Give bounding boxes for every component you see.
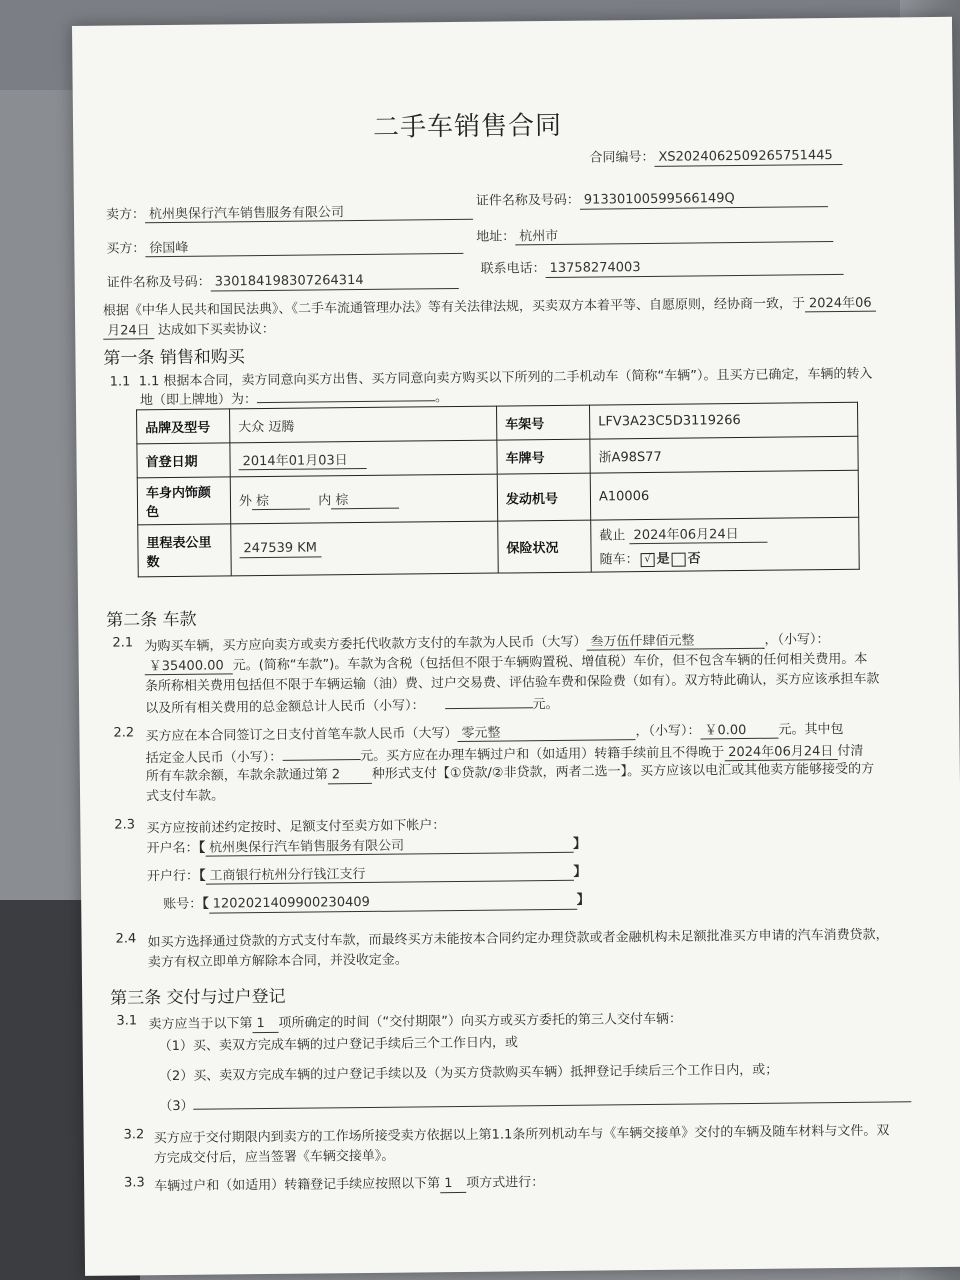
preamble-line-1: 根据《中华人民共和国民法典》、《二手车流通管理办法》等有关法律法规，买卖双方本着平等、自愿原则，经协商一致，于 2024年06	[103, 292, 876, 320]
vin-label: 车架号	[497, 405, 590, 440]
clause-2-4-line-1: 如买方选择通过贷款的方式支付车款，而最终买方未能按本合同约定办理贷款或者金融机构未足额批准买方申请的汽车消费贷款，	[147, 927, 889, 951]
clause-2-2-line-3: 所有车款余额，车款余款通过第 2 种形式支付【①贷款/②非贷款，两者二选一】。买方应该以电汇或其他卖方能够接受的方	[145, 761, 875, 785]
table-row	[137, 470, 858, 525]
reg-date-value: 2014年01月03日	[238, 448, 366, 469]
clause-3-2-line-2: 方完成交付后，应当签署《车辆交接单》。	[153, 1148, 395, 1167]
clause-2-3-num: 2.3	[114, 817, 136, 833]
contract-page	[72, 17, 960, 1276]
clause-2-1-line-1: 为购买车辆，买方应向卖方或卖方委托代收款方支付的车款为人民币（大写） 叁万伍仟肆佰元整 ，（小写）：	[144, 628, 829, 655]
section-1-1-line-1: 1.1 1.1 根据本合同，卖方同意向买方出售、买方同意向卖方购买以下所列的二手机动车（简称“车辆”）。且买方已确定，车辆的转入	[109, 366, 873, 390]
clause-2-1-line-2: ￥35400.00 元。(简称“车款”)。车款为含税（包括但不限于车辆购置税、增值税）车价，但不包含车辆的任何相关费用。本	[145, 648, 868, 676]
clause-3-2-num: 3.2	[123, 1127, 145, 1143]
preamble-line-2: 月24日 达成如下买卖协议：	[103, 318, 275, 340]
clause-2-2-line-1: 买方应在本合同签订之日支付首笔车款人民币（大写） 零元整 ，（小写）： ￥0.00 元。其中包	[145, 718, 843, 745]
clause-2-4-line-2: 卖方有权立即单方解除本合同，并没收定金。	[147, 952, 408, 971]
exterior-color: 棕	[252, 490, 310, 511]
contract-number: 合同编号： XS2024062509265751445	[589, 144, 842, 168]
option-1: （1）买、卖双方完成车辆的过户登记手续后三个工作日内，或	[158, 1035, 519, 1055]
clause-2-1-line-4: 以及所有相关费用的总金额总计人民币（小写）： 元。	[145, 691, 559, 716]
vehicle-table	[136, 402, 860, 578]
section-1-1-line-2: 地（即上牌地）为： 。	[140, 384, 448, 408]
option-3: （3）	[159, 1085, 911, 1114]
account-name-line: 开户名：【 杭州奥保行汽车销售服务有限公司 】	[146, 833, 586, 858]
insurance-label: 保险状况	[498, 520, 592, 573]
plate-label: 车牌号	[497, 439, 590, 474]
color-label: 车身内饰颜色	[137, 477, 230, 525]
clause-2-4-num: 2.4	[115, 931, 137, 947]
section-1-heading: 第一条 销售和购买	[103, 347, 245, 369]
buyer-phone-line: 联系电话： 13758274003	[480, 254, 843, 279]
document-title: 二手车销售合同	[372, 110, 563, 143]
clause-3-2-line-1: 买方应于交付期限内到卖方的工作场所接受卖方依据以上第1.1条所列机动车与《车辆交接单》交付的车辆及随车材料与文件。双	[153, 1123, 890, 1147]
insurance-until: 2024年06月24日	[629, 523, 767, 544]
clause-2-2-line-4: 式支付车款。	[145, 788, 225, 805]
engine-label: 发动机号	[497, 473, 590, 521]
mileage-cell	[231, 521, 499, 576]
brand-value: 大众 迈腾	[230, 406, 497, 443]
clause-2-2-num: 2.2	[113, 725, 135, 741]
insurance-yes-checkbox: √	[641, 552, 655, 566]
reg-date-cell	[230, 440, 497, 477]
clause-2-2-line-2: 括定金人民币（小写）： 元。买方应在办理车辆过户和（如适用）转籍手续前且不得晚于 2024年06月24日 付清	[146, 738, 864, 768]
mileage-value: 247539 KM	[239, 540, 321, 558]
insurance-no-checkbox	[672, 552, 686, 566]
engine-value: A10006	[590, 470, 858, 520]
clause-2-1-line-3: 条所称相关费用包括但不限于车辆运输（油）费、过户交易费、评估验车费和保险费（如有）。双方特此确认，买方应该承担车款	[144, 671, 880, 695]
table-row	[138, 517, 860, 577]
clause-3-1-line-1: 卖方应当于以下第 1 项所确定的时间（“交付期限”）向买方或买方委托的第三人交付车辆：	[148, 1011, 683, 1033]
section-3-heading: 第三条 交付与过户登记	[110, 986, 286, 1009]
vin-value: LFV3A23C5D3119266	[589, 402, 857, 439]
insurance-cell: 截止 2024年06月24日 随车： √ 是 否	[591, 517, 860, 572]
reg-date-label: 首登日期	[137, 443, 230, 478]
interior-color: 棕	[331, 489, 399, 510]
seller-line: 卖方： 杭州奥保行汽车销售服务有限公司	[106, 200, 473, 224]
clause-3-3-line-1: 车辆过户和（如适用）转籍登记手续应按照以下第 1 项方式进行：	[154, 1175, 545, 1195]
buyer-address-line: 地址： 杭州市	[476, 222, 833, 246]
clause-3-1-num: 3.1	[116, 1013, 138, 1029]
option-2: （2）买、卖双方完成车辆的过户登记手续以及（为买方贷款购买车辆）抵押登记手续后三个工作日内，或；	[158, 1062, 779, 1085]
account-number-line: 账号：【 1202021409900230409 】	[163, 892, 590, 913]
clause-2-3-line-1: 买方应按前述约定按时、足额支付至卖方如下帐户：	[146, 818, 446, 837]
brand-label: 品牌及型号	[137, 409, 230, 444]
account-bank-line: 开户行：【 工商银行杭州分行钱江支行 】	[147, 861, 587, 886]
buyer-line: 买方： 徐国峰	[106, 234, 463, 258]
clause-2-1-num: 2.1	[112, 635, 134, 651]
mileage-label: 里程表公里数	[138, 524, 232, 577]
seller-cert-line: 证件名称及号码： 91330100599566149Q	[476, 186, 828, 211]
buyer-cert-line: 证件名称及号码： 330184198307264314	[107, 268, 459, 293]
section-2-heading: 第二条 车款	[106, 609, 197, 631]
color-cell: 外 棕 内 棕	[230, 474, 497, 524]
plate-value: 浙A98S77	[590, 436, 858, 473]
clause-3-3-num: 3.3	[124, 1175, 145, 1191]
